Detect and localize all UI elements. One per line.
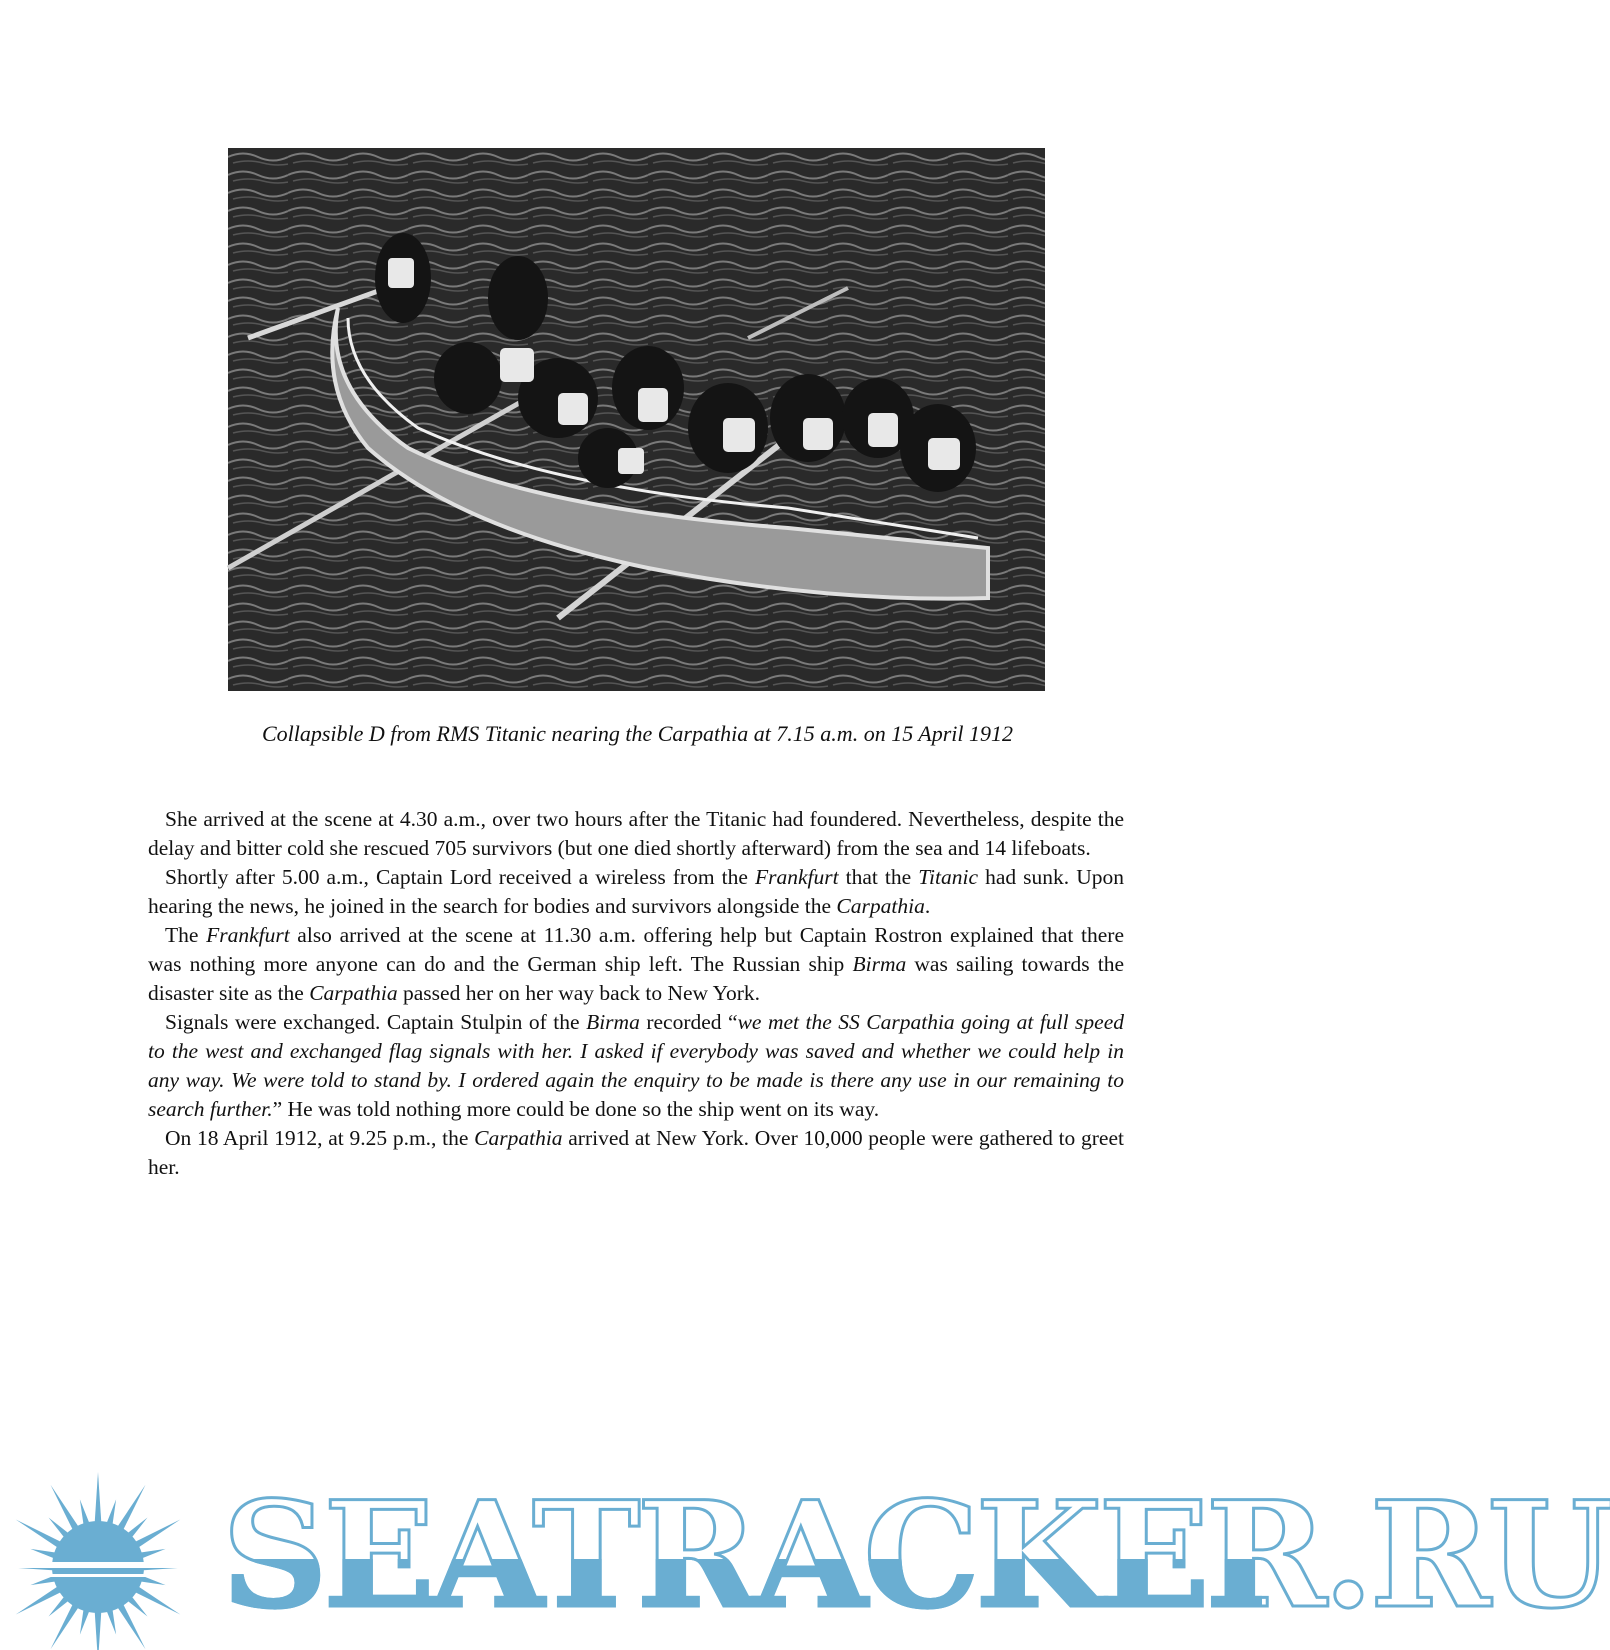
paragraph xyxy=(148,1124,1124,1182)
text-run: Shortly after 5.00 a.m., Captain Lord received a wireless from the xyxy=(165,865,755,889)
sun-icon xyxy=(0,1462,220,1650)
italic-text: Titanic xyxy=(918,865,978,889)
text-run: Signals were exchanged. Captain Stulpin of the xyxy=(165,1010,587,1034)
watermark-text: SEATRACKER.RU xyxy=(222,1470,1610,1641)
lifeboat-photo xyxy=(228,148,1045,691)
italic-text: Frankfurt xyxy=(754,865,839,889)
italic-text: Carpathia xyxy=(309,981,398,1005)
italic-text: Birma xyxy=(852,952,907,976)
text-run: recorded “ xyxy=(639,1010,738,1034)
text-run: had sunk. Upon hearing the news, he joined in the search for bodies and survivors alongside the xyxy=(148,865,1125,918)
paragraph xyxy=(148,863,1124,921)
article-body xyxy=(148,805,1124,1182)
text-run: The xyxy=(165,923,207,947)
italic-text: Frankfurt xyxy=(206,923,290,947)
text-run: . xyxy=(924,894,931,918)
lifeboat-photo-image xyxy=(228,148,1045,691)
text-run: passed her on her way back to New York. xyxy=(397,981,761,1005)
italic-text: Carpathia xyxy=(836,894,925,918)
text-run: also arrived at the scene at 11.30 a.m. offering help but Captain Rostron explained that there was nothing more anyone can do and the German ship left. The Russian ship xyxy=(148,923,1124,976)
watermark-logo xyxy=(0,1462,1610,1650)
sun-ray xyxy=(94,1607,101,1650)
sun-ray xyxy=(94,1472,101,1527)
text-run: arrived at New York. Over 10,000 people were gathered to greet her. xyxy=(148,1126,1124,1179)
italic-text: Carpathia xyxy=(474,1126,563,1150)
paragraph xyxy=(148,805,1124,863)
text-run: On 18 April 1912, at 9.25 p.m., the xyxy=(165,1126,475,1150)
italic-text: Birma xyxy=(586,1010,640,1034)
paragraph xyxy=(148,1008,1124,1124)
text-run: was sailing towards the disaster site as the xyxy=(148,952,1124,1005)
paragraph xyxy=(148,921,1124,1008)
text-run: She arrived at the scene at 4.30 a.m., over two hours after the Titanic had foundered. Nevertheless, despite the delay and bitter cold she rescued 705 survivors (but one died shortly afterward) from the sea and 14 lifeboats. xyxy=(148,807,1124,860)
text-run: ” He was told nothing more could be done so the ship went on its way. xyxy=(272,1097,880,1121)
italic-text: we met the SS Carpathia going at full speed to the west and exchanged flag signals with her. I asked if everybody was saved and whether we could help in any way. We were told to stand by. I ordered again the enquiry to be made is there any use in our remaining to search further. xyxy=(148,1010,1125,1121)
text-run: that the xyxy=(838,865,919,889)
figure-caption: Collapsible D from RMS Titanic nearing the Carpathia at 7.15 a.m. on 15 April 1912 xyxy=(261,721,1014,746)
